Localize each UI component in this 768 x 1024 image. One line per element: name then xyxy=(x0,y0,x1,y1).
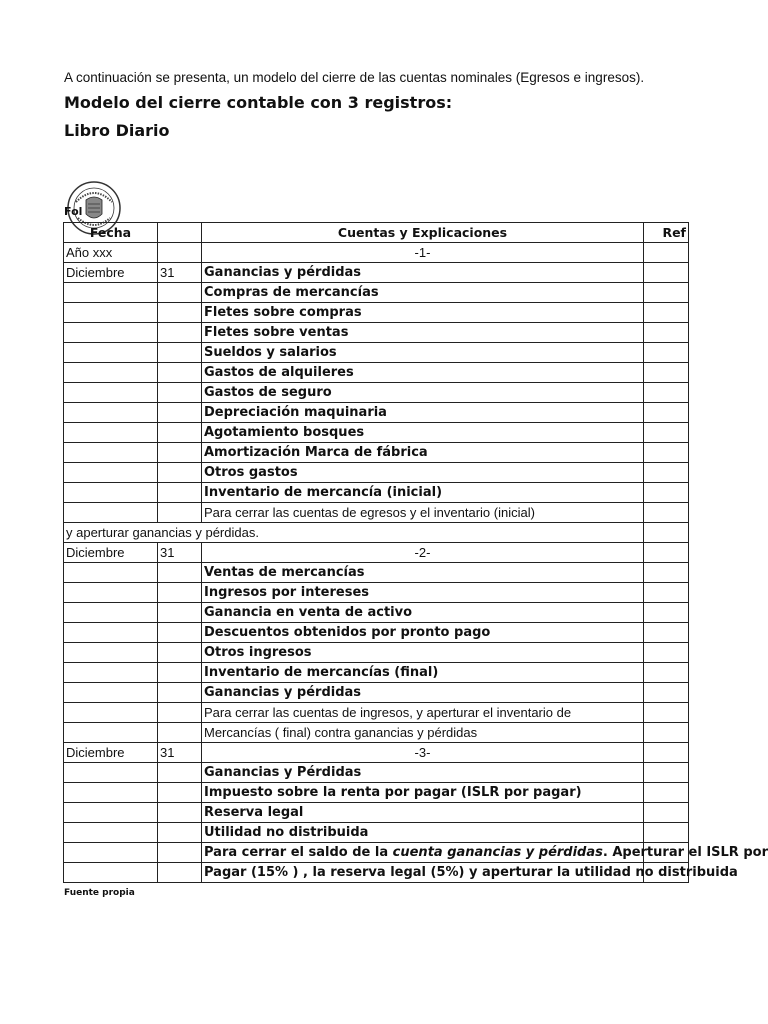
table-row xyxy=(64,803,689,823)
header-cuentas: Cuentas y Explicaciones xyxy=(202,223,644,243)
header-day xyxy=(158,223,202,243)
credit-account: Inventario de mercancía (inicial) xyxy=(202,483,644,503)
table-row xyxy=(64,543,689,563)
table-row xyxy=(64,523,689,543)
explanation-line: y aperturar ganancias y pérdidas. xyxy=(64,523,644,543)
explanation-prefix: Para cerrar el saldo de la xyxy=(204,845,393,860)
source-note: Fuente propia xyxy=(64,888,135,898)
page-subtitle: Libro Diario xyxy=(64,121,170,140)
table-row xyxy=(64,703,689,723)
table-row xyxy=(64,423,689,443)
credit-account: Sueldos y salarios xyxy=(202,343,644,363)
table-row xyxy=(64,263,689,283)
month-cell: Diciembre xyxy=(64,543,158,563)
table-row xyxy=(64,843,689,863)
month-cell: Diciembre xyxy=(64,263,158,283)
debit-account: Ganancias y pérdidas xyxy=(202,263,644,283)
table-row xyxy=(64,363,689,383)
credit-account: Amortización Marca de fábrica xyxy=(202,443,644,463)
table-row xyxy=(64,643,689,663)
day-cell: 31 xyxy=(158,263,202,283)
table-row xyxy=(64,483,689,503)
entry-number: -3- xyxy=(202,743,644,763)
credit-account: Impuesto sobre la renta por pagar (ISLR por pagar) xyxy=(202,783,644,803)
table-row xyxy=(64,863,689,883)
entry-number: -2- xyxy=(202,543,644,563)
credit-account: Fletes sobre ventas xyxy=(202,323,644,343)
credit-account: Depreciación maquinaria xyxy=(202,403,644,423)
journal-table xyxy=(63,222,768,883)
table-row xyxy=(64,403,689,423)
credit-account: Agotamiento bosques xyxy=(202,423,644,443)
table-row xyxy=(64,463,689,483)
header-ref: Ref xyxy=(644,223,689,243)
year-cell: Año xxx xyxy=(64,243,158,263)
credit-account: Otros gastos xyxy=(202,463,644,483)
debit-account: Ventas de mercancías xyxy=(202,563,644,583)
credit-account: Fletes sobre compras xyxy=(202,303,644,323)
table-row xyxy=(64,323,689,343)
table-row xyxy=(64,623,689,643)
explanation-emphasis: cuenta ganancias y pérdidas xyxy=(392,845,603,860)
explanation-line xyxy=(202,843,768,863)
table-row xyxy=(64,603,689,623)
table-row xyxy=(64,443,689,463)
debit-account: Otros ingresos xyxy=(202,643,644,663)
table-row xyxy=(64,303,689,323)
table-row xyxy=(64,583,689,603)
debit-account: Ganancia en venta de activo xyxy=(202,603,644,623)
table-row xyxy=(64,563,689,583)
table-row xyxy=(64,723,689,743)
table-row xyxy=(64,823,689,843)
table-row xyxy=(64,503,689,523)
explanation-suffix: . Aperturar el ISLR por xyxy=(602,845,768,860)
page-title: Modelo del cierre contable con 3 registros: xyxy=(64,93,453,112)
day-cell: 31 xyxy=(158,743,202,763)
table-row xyxy=(64,343,689,363)
table-row xyxy=(64,383,689,403)
explanation-line: Para cerrar las cuentas de ingresos, y aperturar el inventario de xyxy=(202,703,644,723)
table-row xyxy=(64,683,689,703)
explanation-line: Para cerrar las cuentas de egresos y el inventario (inicial) xyxy=(202,503,644,523)
table-row xyxy=(64,763,689,783)
table-row xyxy=(64,783,689,803)
debit-account: Ingresos por intereses xyxy=(202,583,644,603)
credit-account: Gastos de alquileres xyxy=(202,363,644,383)
credit-account: Gastos de seguro xyxy=(202,383,644,403)
credit-account: Compras de mercancías xyxy=(202,283,644,303)
credit-account: Ganancias y pérdidas xyxy=(202,683,644,703)
debit-account: Descuentos obtenidos por pronto pago xyxy=(202,623,644,643)
intro-text: A continuación se presenta, un modelo del cierre de las cuentas nominales (Egresos e ingresos). xyxy=(64,70,645,85)
folio-label: Fol xyxy=(64,205,83,218)
explanation-line: Mercancías ( final) contra ganancias y pérdidas xyxy=(202,723,644,743)
entry-number: -1- xyxy=(202,243,644,263)
table-row xyxy=(64,283,689,303)
table-row xyxy=(64,743,689,763)
credit-account: Utilidad no distribuida xyxy=(202,823,644,843)
debit-account: Inventario de mercancías (final) xyxy=(202,663,644,683)
table-row xyxy=(64,243,689,263)
month-cell: Diciembre xyxy=(64,743,158,763)
table-header-row xyxy=(64,223,689,243)
day-cell: 31 xyxy=(158,543,202,563)
debit-account: Ganancias y Pérdidas xyxy=(202,763,644,783)
explanation-line: Pagar (15% ) , la reserva legal (5%) y aperturar la utilidad no distribuida xyxy=(202,863,644,883)
credit-account: Reserva legal xyxy=(202,803,644,823)
table-row xyxy=(64,663,689,683)
header-fecha: Fecha xyxy=(64,223,158,243)
